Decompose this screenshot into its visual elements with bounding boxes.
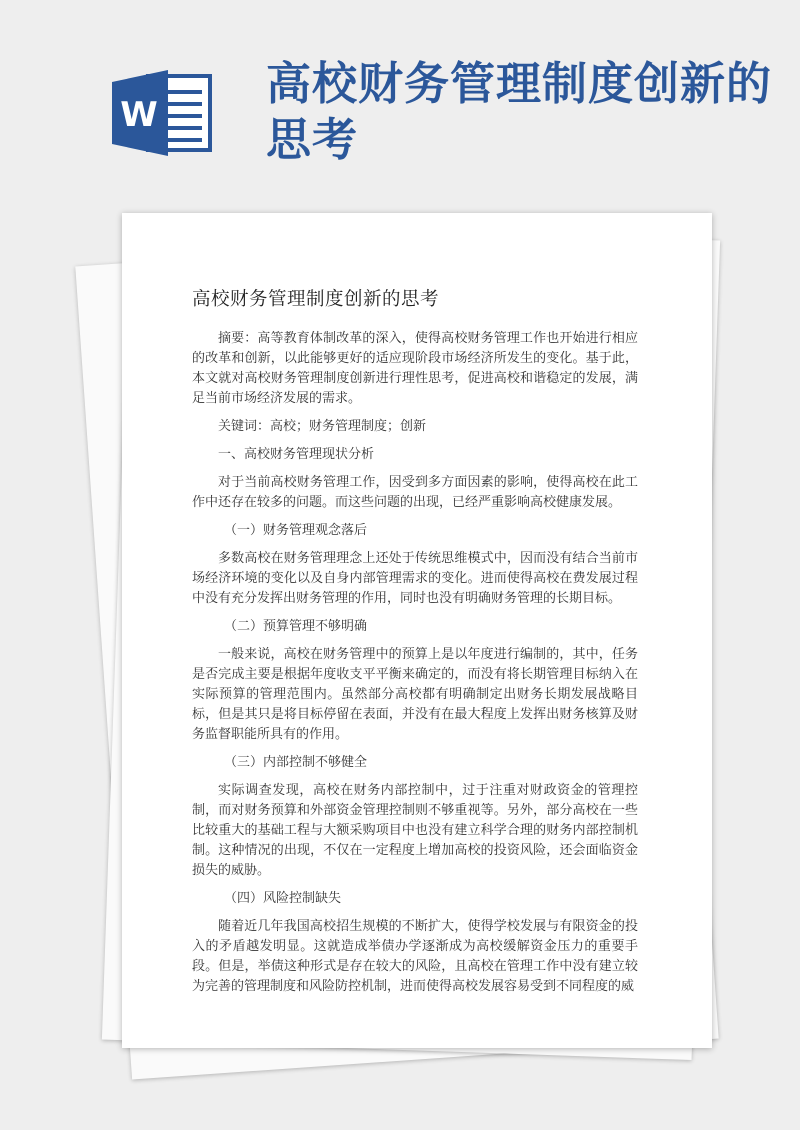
svg-text:W: W bbox=[120, 95, 158, 135]
banner-title: 高校财务管理制度创新的思考 bbox=[266, 57, 773, 166]
word-document-icon bbox=[112, 70, 217, 156]
document-title: 高校财务管理制度创新的思考 bbox=[192, 289, 440, 310]
subsection-heading: （四）风险控制缺失 bbox=[224, 891, 342, 906]
subsection-heading: （一）财务管理观念落后 bbox=[224, 523, 368, 538]
body-paragraph: 实际调查发现，高校在财务内部控制中，过于注重对财政资金的管理控制，而对财务预算和外部资金管理控制则不够重视等。另外，部分高校在一些比较重大的基础工程与大额采购项目中也没有建立科学合理的财务内部控制机制。这种情况的出现，不仅在一定程度上增加高校的投资风险，还会面临资金损失的威胁。 bbox=[192, 783, 638, 878]
body-paragraph: 多数高校在财务管理理念上还处于传统思维模式中，因而没有结合当前市场经济环境的变化以及自身内部管理需求的变化。进而使得高校在费发展过程中没有充分发挥出财务管理的作用，同时也没有明确财务管理的长期目标。 bbox=[192, 551, 638, 606]
section-heading: 一、高校财务管理现状分析 bbox=[218, 447, 375, 462]
body-paragraph: 随着近几年我国高校招生规模的不断扩大，使得学校发展与有限资金的投入的矛盾越发明显。这就造成举债办学逐渐成为高校缓解资金压力的重要手段。但是，举债这种形式是存在较大的风险，且高校在管理工作中没有建立较为完善的管理制度和风险防控机制，进而使得高校发展容易受到不同程度的威 bbox=[192, 919, 638, 994]
subsection-heading: （二）预算管理不够明确 bbox=[224, 619, 368, 634]
keywords-line: 关键词：高校；财务管理制度；创新 bbox=[218, 419, 427, 434]
abstract-paragraph: 摘要：高等教育体制改革的深入，使得高校财务管理工作也开始进行相应的改革和创新，以此能够更好的适应现阶段市场经济所发生的变化。基于此，本文就对高校财务管理制度创新进行理性思考，促进高校和谐稳定的发展，满足当前市场经济发展的需求。 bbox=[192, 331, 638, 406]
document-body bbox=[192, 329, 638, 1005]
body-paragraph: 一般来说，高校在财务管理中的预算上是以年度进行编制的，其中，任务是否完成主要是根据年度收支平平衡来确定的，而没有将长期管理目标纳入在实际预算的管理范围内。虽然部分高校都有明确制定出财务长期发展战略目标，但是其只是将目标停留在表面，并没有在最大程度上发挥出财务核算及财务监督职能所具有的作用。 bbox=[192, 647, 638, 742]
body-paragraph: 对于当前高校财务管理工作，因受到多方面因素的影响，使得高校在此工作中还存在较多的问题。而这些问题的出现，已经严重影响高校健康发展。 bbox=[192, 475, 638, 510]
document-page bbox=[122, 213, 712, 1048]
subsection-heading: （三）内部控制不够健全 bbox=[224, 755, 368, 770]
